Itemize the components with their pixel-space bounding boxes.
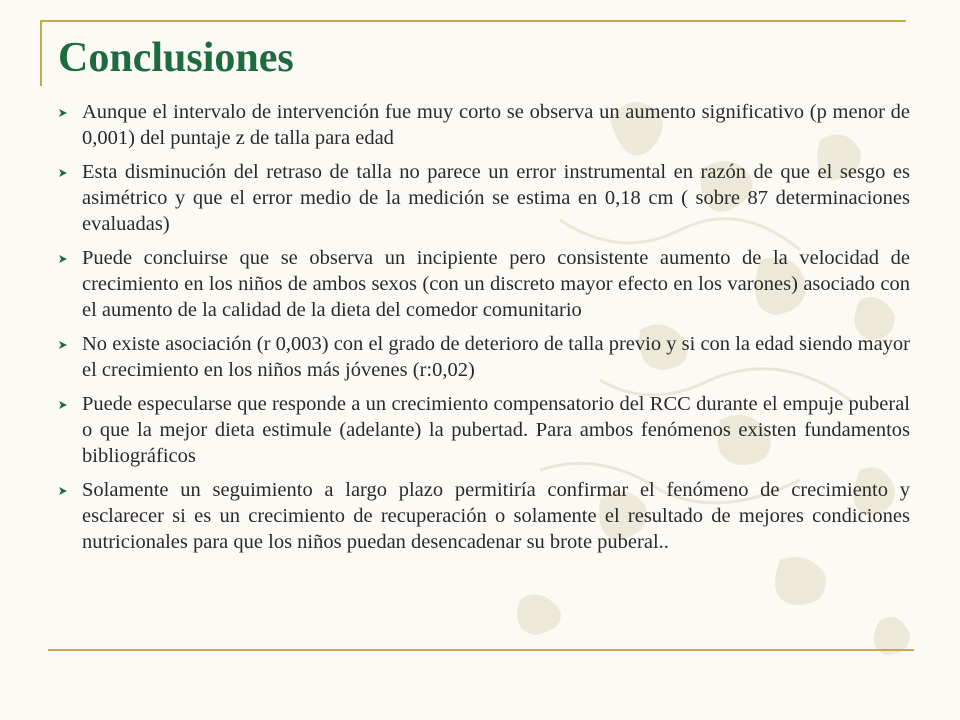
bullet-text: No existe asociación (r 0,003) con el grado de deterioro de talla previo y si con la edad siendo mayor el crecimiento en los niños más jóvenes (r:0,02): [82, 333, 910, 381]
arrowhead-bullet-icon: [58, 400, 68, 410]
bullet-text: Puede concluirse que se observa un incipiente pero consistente aumento de la velocidad de crecimiento en los niños de ambos sexos (con un discreto mayor efecto en los varones) asociado con el aumento de la calidad de la dieta del comedor comunitario: [82, 247, 910, 321]
bullet-item: [58, 477, 910, 555]
slide-title: Conclusiones: [58, 35, 294, 81]
top-accent-line: [40, 20, 906, 22]
bullet-item: [58, 245, 910, 323]
bullet-text: Aunque el intervalo de intervención fue muy corto se observa un aumento significativo (p menor de 0,001) del puntaje z de talla para edad: [82, 101, 910, 149]
bullet-text: Solamente un seguimiento a largo plazo permitiría confirmar el fenómeno de crecimiento y esclarecer si es un crecimiento de recuperación o solamente el resultado de mejores condiciones nutricionales para que los niños puedan desencadenar su brote puberal..: [82, 479, 910, 553]
left-accent-line: [40, 20, 42, 86]
arrowhead-bullet-icon: [58, 486, 68, 496]
bullet-text: Esta disminución del retraso de talla no parece un error instrumental en razón de que el sesgo es asimétrico y que el error medio de la medición se estima en 0,18 cm ( sobre 87 determinaciones evaluadas): [82, 161, 910, 235]
bullet-text: Puede especularse que responde a un crecimiento compensatorio del RCC durante el empuje puberal o que la mejor dieta estimule (adelante) la pubertad. Para ambos fenómenos existen fundamentos bibliográficos: [82, 393, 910, 467]
bullet-item: [58, 99, 910, 151]
arrowhead-bullet-icon: [58, 340, 68, 350]
bottom-accent-line: [48, 649, 914, 651]
arrowhead-bullet-icon: [58, 108, 68, 118]
bullet-item: [58, 331, 910, 383]
arrowhead-bullet-icon: [58, 168, 68, 178]
bullet-item: [58, 391, 910, 469]
bullet-item: [58, 159, 910, 237]
bullet-list: [58, 99, 910, 563]
arrowhead-bullet-icon: [58, 254, 68, 264]
